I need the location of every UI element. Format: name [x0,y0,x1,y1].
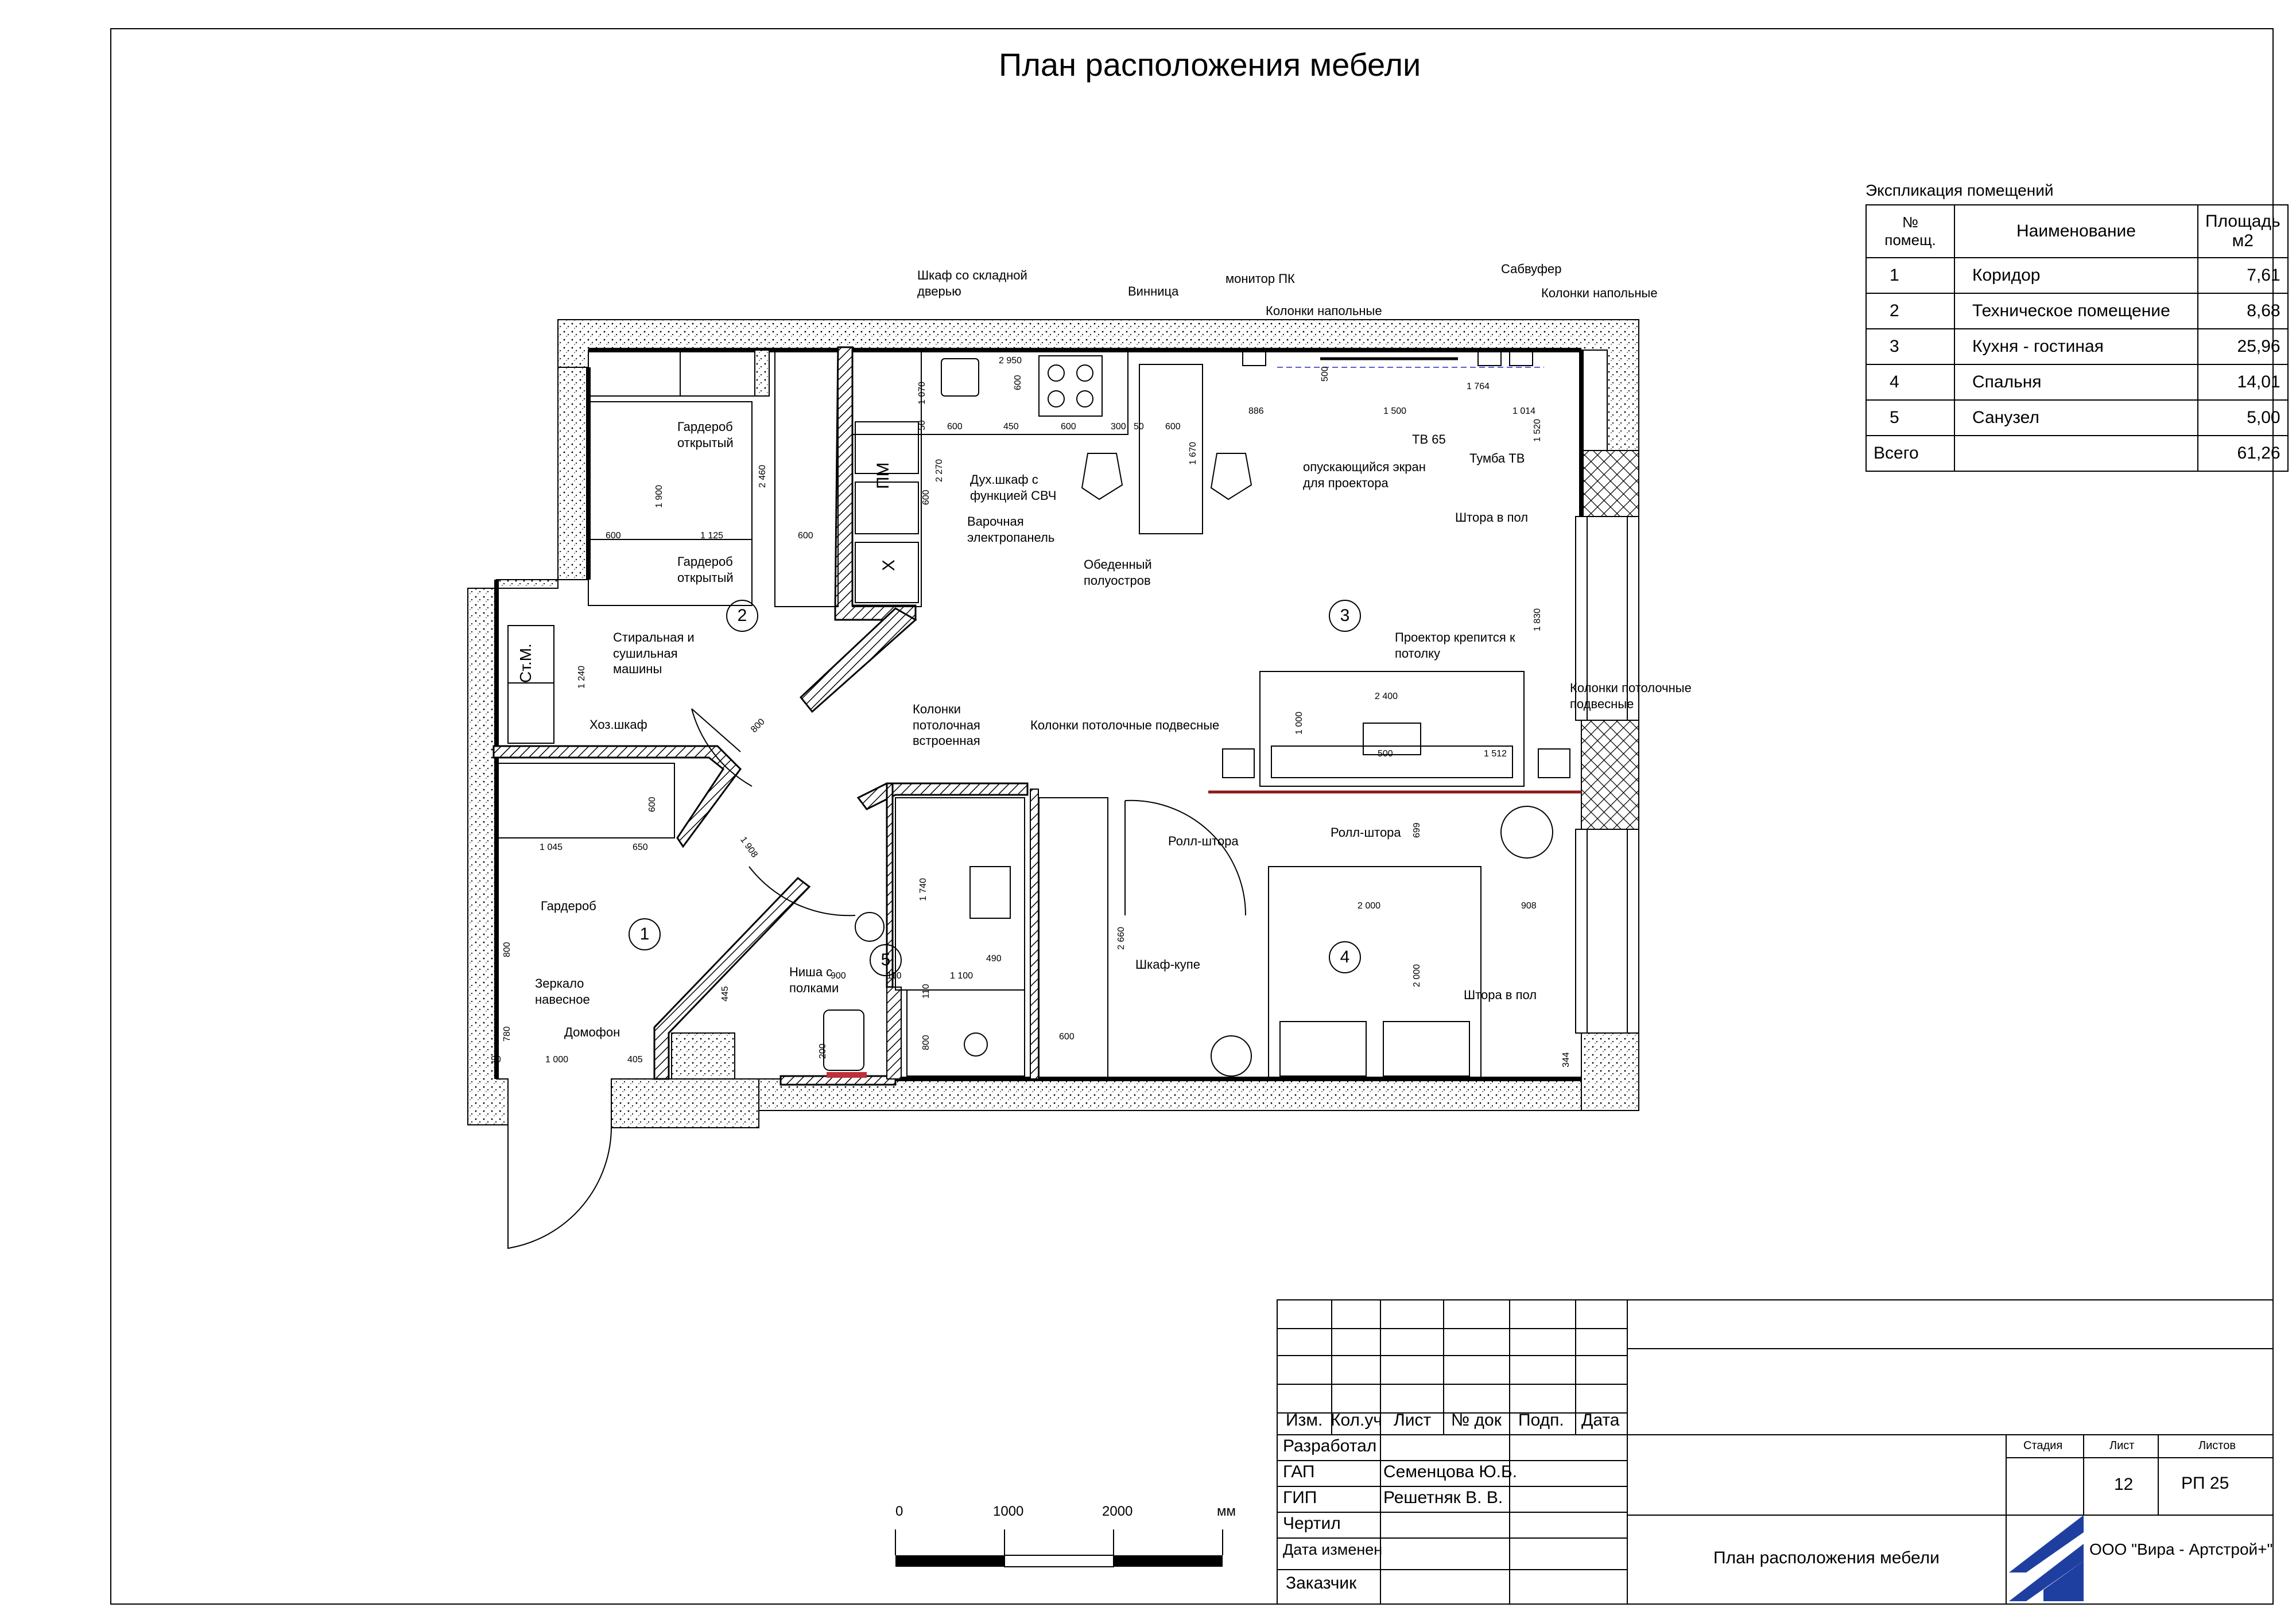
dim-2950: 2 950 [999,356,1022,366]
dim-2660: 2 660 [1116,926,1126,950]
label-pm: ПМ [874,462,893,489]
explication-table [1865,204,2289,472]
label-open-wardrobe-2: Гардероб открытый [677,554,734,585]
scale-bar [895,1529,1223,1567]
dim-600f: 600 [606,531,621,541]
explication-header-row: № помещ. Наименование Площадь м2 [1866,205,2288,258]
company-logo-icon [2009,1515,2084,1601]
dim-600v2: 600 [921,490,931,505]
explication-total-row: Всего 61,26 [1866,436,2288,471]
dim-90: 90 [491,1055,501,1065]
room-number-3: 3 [1329,600,1361,632]
dim-490: 490 [986,954,1002,964]
explication-row: 3 Кухня - гостиная 25,96 [1866,329,2288,364]
dim-2400: 2 400 [1375,692,1398,701]
dim-2460: 2 460 [758,464,767,488]
dim-1500: 1 500 [1383,406,1407,416]
label-subwoofer: Сабвуфер [1501,262,1562,276]
dim-1740: 1 740 [918,877,928,901]
label-fridge: Х [879,559,898,571]
dim-908: 908 [1521,901,1537,911]
explication-row: 1 Коридор 7,61 [1866,258,2288,293]
dim-50b: 50 [917,420,927,430]
dim-600i: 600 [1059,1032,1075,1042]
label-washer-tag: Ст.М. [517,643,534,683]
scale-tick-0: 0 [895,1504,903,1519]
dim-50a: 50 [1134,422,1144,432]
dim-600v1: 600 [1013,375,1023,390]
stamp-row-gip: ГИП [1283,1488,1317,1507]
label-pc-monitor: монитор ПК [1225,271,1295,286]
stamp-sheets-value: РП 25 [2181,1474,2229,1493]
label-wardrobe: Гардероб [541,899,596,913]
bathtub [895,798,1025,990]
dim-600h: 600 [647,797,657,812]
outer-wall-bottom-left [611,1079,759,1128]
dim-1045: 1 045 [540,842,563,852]
label-ceiling-speakers-builtin: Колонки потолочная встроенная [913,702,980,748]
label-wine-cabinet: Винница [1128,284,1179,298]
label-dining-peninsula: Обеденный полуостров [1084,557,1152,588]
stamp-row-drawn: Чертил [1283,1514,1341,1533]
dim-800b: 800 [921,1035,931,1050]
label-intercom: Домофон [564,1025,620,1039]
column-top [1581,451,1639,517]
sink [941,359,979,396]
stamp-stage-label: Стадия [2023,1439,2063,1452]
label-ceiling-speakers-hanging-2: Колонки потолочные подвесные [1570,681,1692,711]
dim-450: 450 [1003,422,1019,432]
dim-800a: 800 [749,717,767,735]
dim-886: 886 [1248,406,1264,416]
dim-1100: 1 100 [950,971,974,981]
label-curtain-floor-2: Штора в пол [1464,988,1537,1002]
dim-699: 699 [1412,822,1422,838]
explication-caption: Экспликация помещений [1865,181,2054,199]
label-wardrobe-coupe: Шкаф-купе [1135,957,1200,972]
scale-tick-2000: 2000 [1102,1504,1133,1519]
stamp-col-list: Лист [1394,1411,1432,1430]
dim-900: 900 [831,971,846,981]
stamp-doc-title: План расположения мебели [1713,1548,1940,1567]
stamp-gap-name: Семенцова Ю.Б. [1383,1462,1518,1481]
dim-650: 650 [633,842,648,852]
dim-2000b: 2 000 [1412,964,1422,987]
explication-row: 4 Спальня 14,01 [1866,364,2288,400]
dim-300: 300 [1111,422,1126,432]
room-number-4: 4 [1329,941,1361,973]
dim-1000a: 1 000 [1294,711,1304,735]
label-floor-speakers-1: Колонки напольные [1266,304,1382,318]
dim-344: 344 [1561,1052,1571,1067]
stamp-col-kol: Кол.уч [1331,1411,1382,1430]
dim-445: 445 [720,986,730,1001]
bed [1269,867,1481,1079]
dim-1000b: 1 000 [545,1055,569,1065]
label-hob: Варочная электропанель [967,514,1055,545]
label-projector-ceiling: Проектор крепится к потолку [1395,630,1515,661]
label-washing-machines: Стиральная и сушильная машины [613,630,695,676]
dim-1900: 1 900 [654,484,664,508]
stamp-row-developed: Разработал [1283,1436,1377,1455]
stamp-sheets-label: Листов [2198,1439,2236,1452]
label-tv-stand: Тумба ТВ [1469,451,1525,465]
column-mid [1581,720,1639,829]
label-roller-blind-2: Ролл-штора [1331,825,1401,840]
explication-row: 2 Техническое помещение 8,68 [1866,293,2288,329]
dim-780: 780 [502,1026,512,1042]
label-roller-blind-1: Ролл-штора [1168,834,1239,848]
dim-1070: 1 070 [917,381,927,405]
dim-200: 200 [818,1043,828,1059]
dim-1908: 1 908 [738,835,759,860]
dim-2000a: 2 000 [1358,901,1381,911]
stamp-row-gap: ГАП [1283,1462,1315,1481]
dim-600b: 600 [1061,422,1076,432]
stamp-company: ООО "Вира - Артстрой+" [2089,1540,2273,1558]
dim-2270: 2 270 [934,459,944,482]
dim-600c: 600 [1165,422,1181,432]
stamp-sheet-label: Лист [2109,1439,2135,1452]
label-ceiling-speakers-hanging-1: Колонки потолочные подвесные [1030,718,1220,732]
page-title: План расположения мебели [999,46,1421,83]
explication-row: 5 Санузел 5,00 [1866,400,2288,436]
stamp-row-date-changed: Дата изменен [1283,1541,1383,1558]
dim-1520: 1 520 [1533,418,1542,442]
room-number-1: 1 [629,918,661,950]
label-tv65: ТВ 65 [1412,432,1446,446]
dim-110b: 110 [921,984,931,999]
stamp-col-doc: № док [1451,1411,1502,1430]
label-curtain-floor-1: Штора в пол [1455,510,1529,525]
scale-tick-1000: 1000 [993,1504,1024,1519]
stamp-col-date: Дата [1581,1411,1620,1430]
label-oven-microwave: Дух.шкаф с функцией СВЧ [970,472,1057,503]
dim-1670: 1 670 [1188,441,1198,465]
dim-500a: 500 [1320,366,1330,382]
scale-unit: мм [1217,1504,1236,1519]
stamp-gip-name: Решетняк В. В. [1383,1488,1503,1507]
dim-1014: 1 014 [1512,406,1536,416]
stamp-col-podp: Подп. [1518,1411,1564,1430]
dim-1240: 1 240 [577,665,587,689]
hob [1039,356,1102,416]
dim-1512: 1 512 [1484,749,1507,759]
label-utility-cabinet: Хоз.шкаф [589,717,647,732]
partition-diag-1 [801,608,916,712]
partition-bath [858,783,1027,809]
label-niche-shelves: Ниша с полками [789,965,839,995]
dim-1830: 1 830 [1533,608,1542,631]
dim-110a: 110 [887,971,902,981]
dim-500b: 500 [1378,749,1393,759]
dim-800c: 800 [502,942,512,957]
partition-mid [494,746,740,847]
label-wardrobe-folding-door: Шкаф со складной дверью [917,268,1027,298]
room-number-5: 5 [870,944,902,976]
stamp-row-customer: Заказчик [1286,1574,1357,1593]
label-mirror: Зеркало навесное [535,976,590,1007]
dim-1764: 1 764 [1467,382,1490,391]
dim-1125: 1 125 [700,531,724,541]
dim-600a: 600 [947,422,963,432]
label-floor-speakers-2: Колонки напольные [1541,286,1658,300]
room-number-2: 2 [726,600,758,632]
stamp-sheet-value: 12 [2114,1475,2134,1494]
stamp-col-izm: Изм. [1286,1411,1323,1430]
label-projection-screen: опускающийся экран для проектора [1303,460,1426,490]
partition-bedroom [1030,789,1038,1079]
label-open-wardrobe-1: Гардероб открытый [677,420,734,450]
dim-600g: 600 [798,531,813,541]
dim-405: 405 [627,1055,643,1065]
